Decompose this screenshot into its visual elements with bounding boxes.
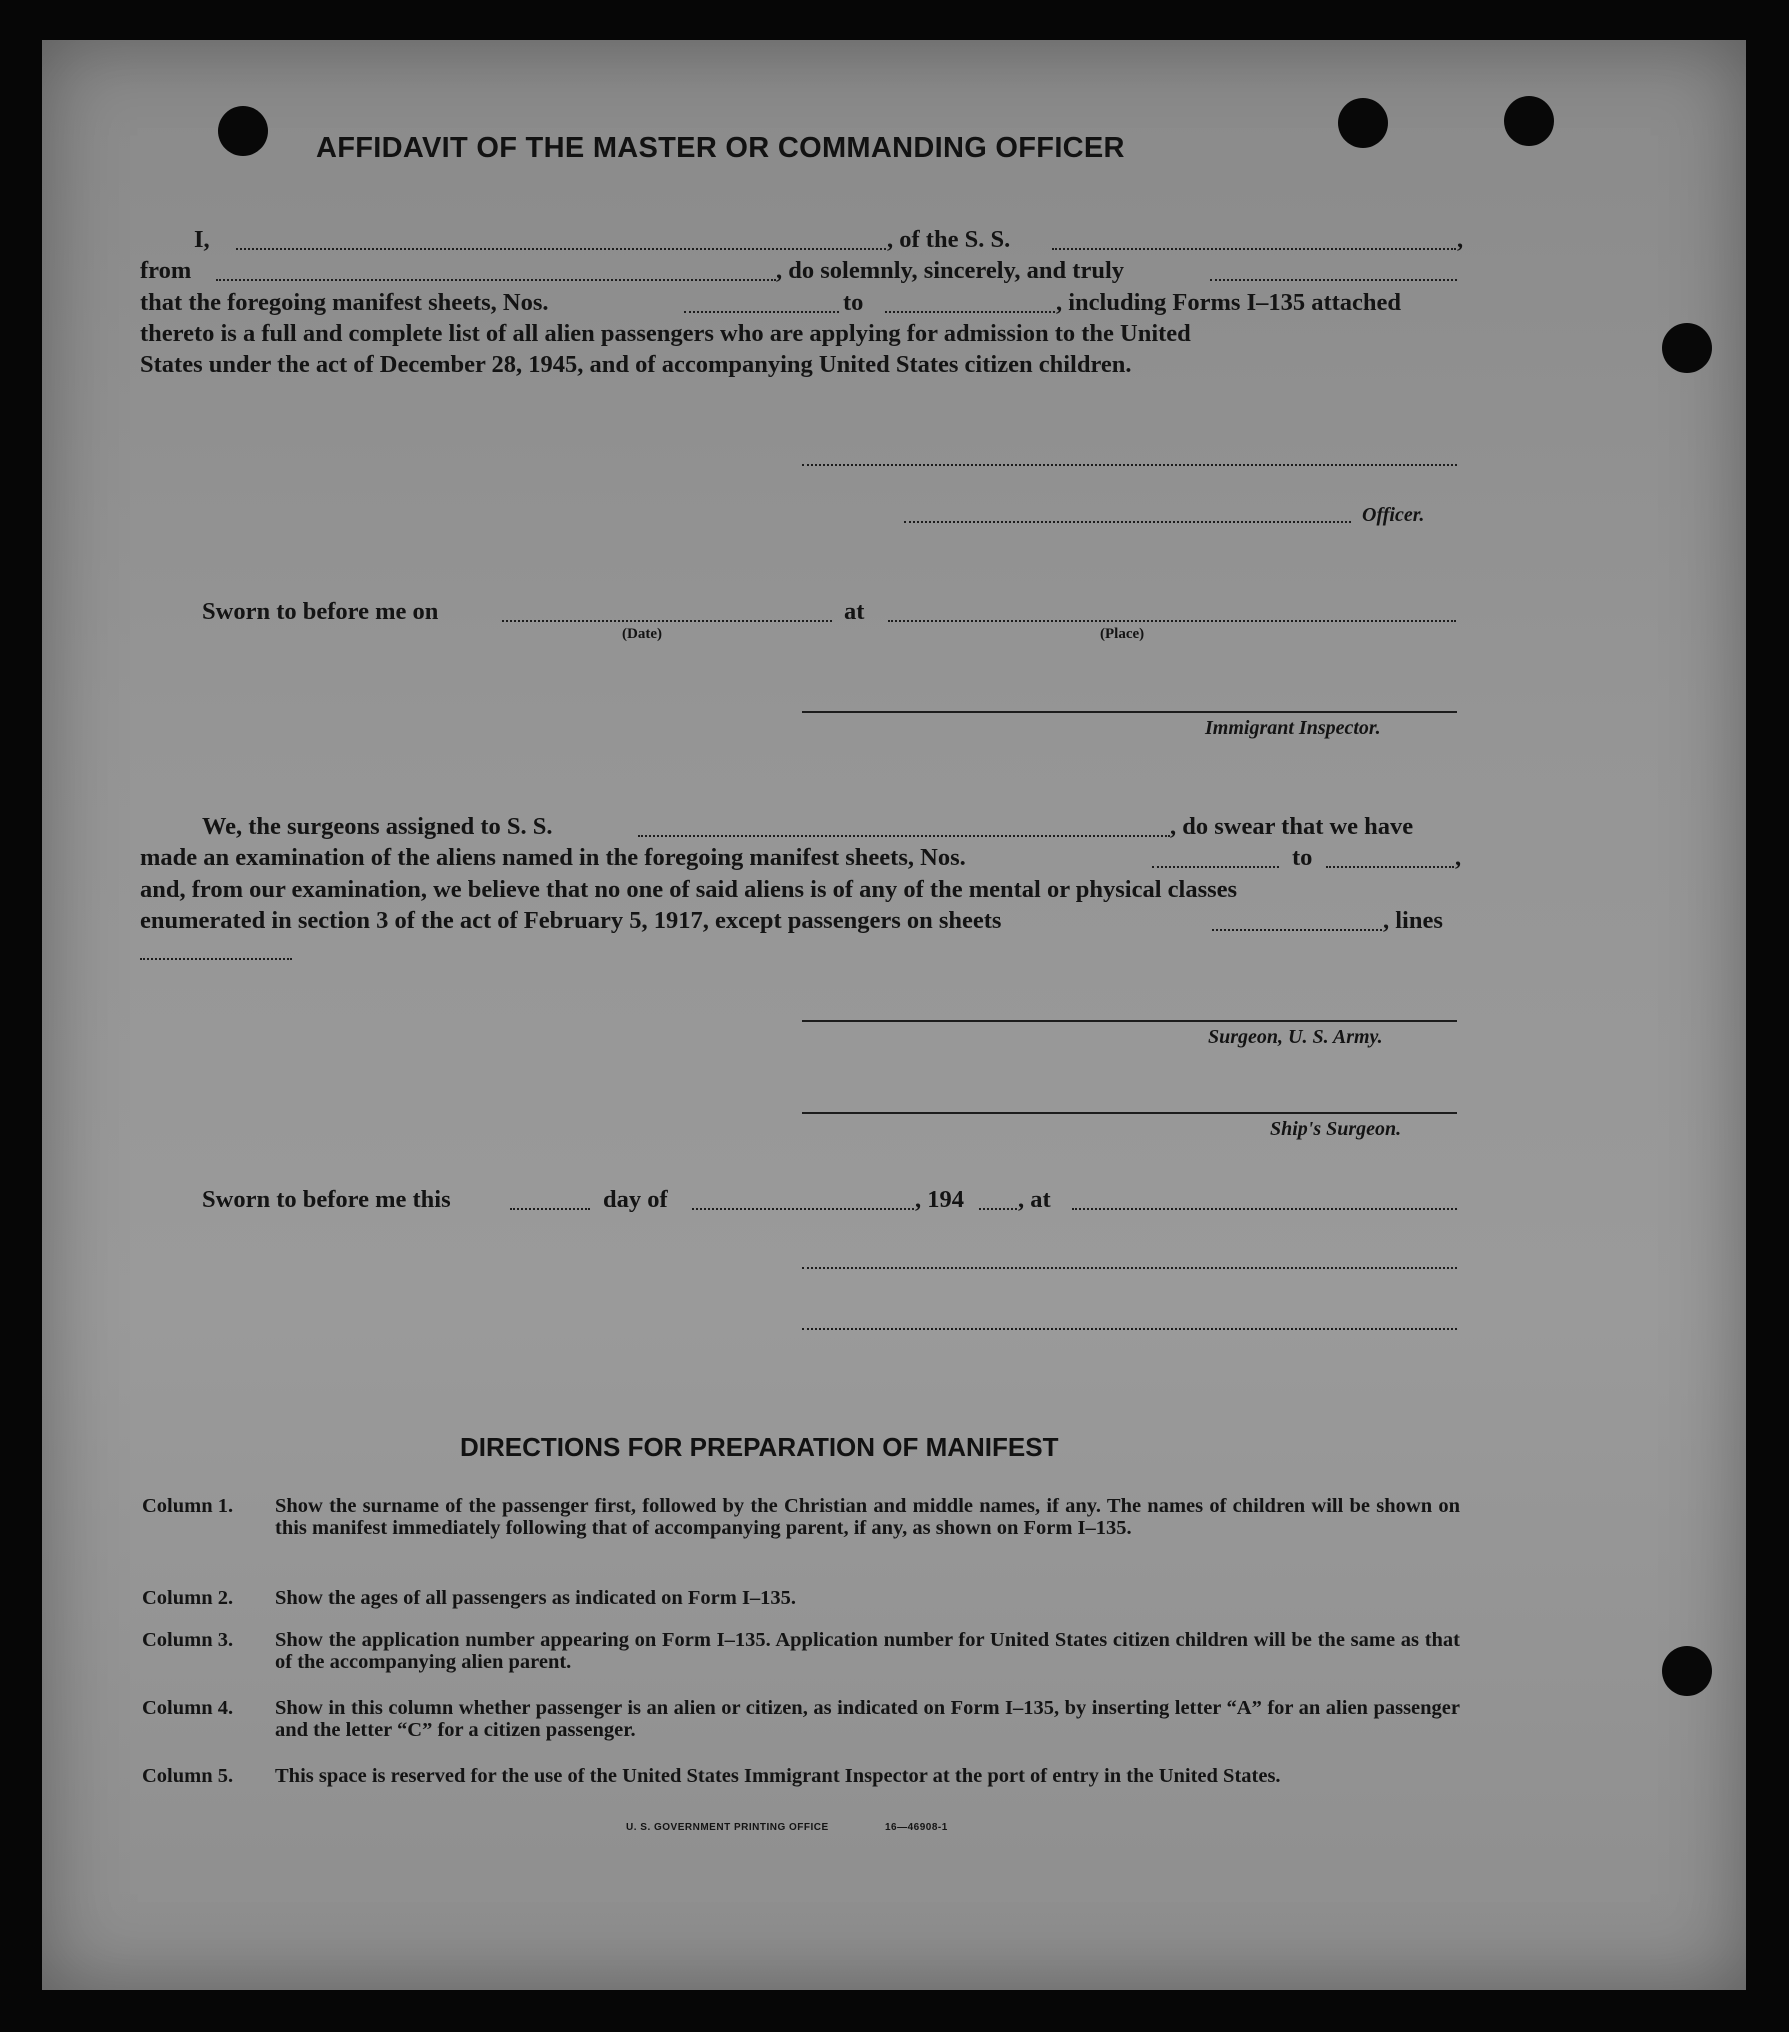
direction-text: Show the application number appearing on Form I–135. Application number for United States citizen children will be the same as that of the accompanying alien parent. xyxy=(275,1629,1460,1673)
affidavit-to-label: to xyxy=(843,289,864,316)
day-of-label: day of xyxy=(603,1186,668,1213)
sworn-at-label: at xyxy=(844,598,865,625)
form-page xyxy=(42,40,1746,1990)
form-code: 16—46908-1 xyxy=(885,1822,948,1833)
place-caption: (Place) xyxy=(1100,626,1145,642)
affidavit-i-label: I, xyxy=(194,226,210,253)
affidavit-from-label: from xyxy=(140,257,192,284)
surgeons-line1-a: We, the surgeons assigned to S. S. xyxy=(202,813,553,840)
master-name-field[interactable] xyxy=(236,248,886,250)
surgeons-sheets-to-field[interactable] xyxy=(1326,866,1454,868)
army-surgeon-caption: Surgeon, U. S. Army. xyxy=(1208,1026,1383,1048)
departure-port-field[interactable] xyxy=(216,279,776,281)
affidavit-line1-end: , xyxy=(1457,226,1464,253)
sworn-date-field[interactable] xyxy=(502,620,832,622)
ship-surgeon-signature-line[interactable] xyxy=(802,1112,1457,1114)
sworn-month-field[interactable] xyxy=(692,1208,914,1210)
surgeons-line3: and, from our examination, we believe that no one of said aliens is of any of the mental or physical classes xyxy=(140,876,1238,903)
affidavit-line5: States under the act of December 28, 1945, and of accompanying United States citizen children. xyxy=(140,351,1132,378)
direction-label: Column 2. xyxy=(142,1587,234,1609)
sheets-from-field[interactable] xyxy=(684,311,839,313)
directions-title: DIRECTIONS FOR PREPARATION OF MANIFEST xyxy=(460,1432,1059,1462)
ship-surgeon-caption: Ship's Surgeon. xyxy=(1270,1118,1402,1140)
sworn-on-label: Sworn to before me on xyxy=(202,598,439,625)
official-signature-line-2[interactable] xyxy=(802,1328,1457,1330)
punch-hole xyxy=(1504,96,1554,146)
date-caption: (Date) xyxy=(622,626,662,642)
officer-caption: Officer. xyxy=(1362,504,1425,526)
affidavit-title: AFFIDAVIT OF THE MASTER OR COMMANDING OFFICER xyxy=(316,132,1125,164)
affidavit-sheets-text: that the foregoing manifest sheets, Nos. xyxy=(140,289,549,316)
sheets-to-field[interactable] xyxy=(885,311,1055,313)
direction-text: Show the ages of all passengers as indicated on Form I–135. xyxy=(275,1587,797,1609)
excepted-lines-field[interactable] xyxy=(140,958,292,960)
surgeons-sheets-from-field[interactable] xyxy=(1152,866,1279,868)
sworn-day-field[interactable] xyxy=(510,1208,590,1210)
year-label: , 194 xyxy=(915,1186,964,1213)
affidavit-swear-text: , do solemnly, sincerely, and truly xyxy=(776,257,1125,284)
punch-hole xyxy=(1662,1646,1712,1696)
direction-label: Column 5. xyxy=(142,1765,234,1787)
surgeons-to-label: to xyxy=(1292,844,1313,871)
direction-text: This space is reserved for the use of the United States Immigrant Inspector at the port of entry in the United States. xyxy=(275,1765,1281,1787)
surgeons-line2-end: , xyxy=(1455,844,1462,871)
direction-text: Show in this column whether passenger is an alien or citizen, as indicated on Form I–135, by inserting letter “A” for an alien passenger and the letter “C” for a citizen passenger. xyxy=(275,1697,1460,1741)
direction-label: Column 1. xyxy=(142,1495,234,1517)
sworn-place-field[interactable] xyxy=(888,620,1456,622)
affidavit-forms-text: , including Forms I–135 attached xyxy=(1056,289,1402,316)
punch-hole xyxy=(1338,98,1388,148)
officer-signature-line-1[interactable] xyxy=(802,464,1457,466)
printer-imprint: U. S. GOVERNMENT PRINTING OFFICE xyxy=(626,1822,829,1833)
official-signature-line-1[interactable] xyxy=(802,1267,1457,1269)
surgeons-line1-b: , do swear that we have xyxy=(1170,813,1414,840)
surgeons-ship-field[interactable] xyxy=(638,835,1170,837)
punch-hole xyxy=(1662,323,1712,373)
inspector-caption: Immigrant Inspector. xyxy=(1205,717,1381,739)
sworn-at-place-label: , at xyxy=(1018,1186,1051,1213)
direction-label: Column 4. xyxy=(142,1697,234,1719)
inspector-signature-line[interactable] xyxy=(802,711,1457,713)
affidavit-ship-label: , of the S. S. xyxy=(887,226,1011,253)
sworn-this-label: Sworn to before me this xyxy=(202,1186,451,1213)
surgeons-line4-b: , lines xyxy=(1383,907,1443,934)
ship-name-field[interactable] xyxy=(1052,248,1456,250)
officer-signature-line-2[interactable] xyxy=(904,521,1351,523)
direction-text: Show the surname of the passenger first, followed by the Christian and middle names, if any. The names of children will be shown on this manifest immediately following that of accompanying parent, if any, as shown on Form I–135. xyxy=(275,1495,1460,1539)
excepted-sheets-field[interactable] xyxy=(1212,929,1382,931)
surgeons-line4-a: enumerated in section 3 of the act of February 5, 1917, except passengers on sheets xyxy=(140,907,1002,934)
army-surgeon-signature-line[interactable] xyxy=(802,1020,1457,1022)
affidavit-line4: thereto is a full and complete list of all alien passengers who are applying for admission to the United xyxy=(140,320,1191,347)
direction-label: Column 3. xyxy=(142,1629,234,1651)
oath-field[interactable] xyxy=(1210,279,1457,281)
sworn-this-place-field[interactable] xyxy=(1072,1208,1457,1210)
sworn-year-field[interactable] xyxy=(979,1208,1017,1210)
surgeons-line2-a: made an examination of the aliens named in the foregoing manifest sheets, Nos. xyxy=(140,844,966,871)
punch-hole xyxy=(218,106,268,156)
